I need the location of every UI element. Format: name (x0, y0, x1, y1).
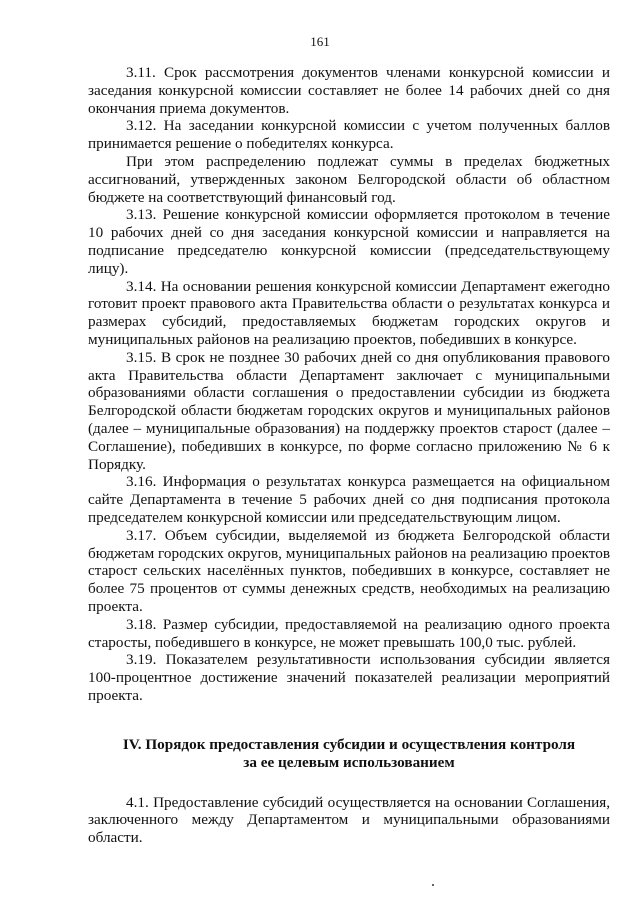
paragraph-3-16: 3.16. Информация о результатах конкурса размещается на официальном сайте Департамента в течение 5 рабочих дней со дня подписания протокола председателем конкурсной комиссии или председательствующим лицом. (88, 473, 610, 526)
paragraph-4-1: 4.1. Предоставление субсидий осуществляется на основании Соглашения, заключенного между Департаментом и муниципальными образованиями области. (88, 793, 610, 847)
paragraph-3-19: 3.19. Показателем результативности использования субсидии является 100-процентное достижение значений показателей реализации мероприятий проекта. (88, 651, 610, 704)
paragraph-3-11: 3.11. Срок рассмотрения документов членами конкурсной комиссии и заседания конкурсной комиссии составляет не более 14 рабочих дней со дня окончания приема документов. (88, 64, 610, 117)
paragraph-3-15: 3.15. В срок не позднее 30 рабочих дней со дня опубликования правового акта Правительства области Департамент заключает с муниципальными образованиями области соглашения о предоставлении субсидии из бюджета Белгородской области бюджетам городских округов и муниципальных районов (далее – муниципальные образования) на поддержку проектов старост (далее – Соглашение), победивших в конкурсе, по форме согласно приложению № 6 к Порядку. (88, 348, 610, 473)
paragraph-3-14: 3.14. На основании решения конкурсной комиссии Департамент ежегодно готовит проект правового акта Правительства области о результатах конкурса и размерах субсидий, предоставляемых бюджетам городских округов и муниципальных районов на реализацию проектов, победивших в конкурсе. (88, 277, 610, 348)
document-body (88, 64, 610, 847)
page-number: 161 (310, 34, 330, 49)
scan-speck (432, 884, 434, 886)
section-heading-line-2: за ее целевым использованием (243, 753, 455, 771)
section-heading-iv (88, 736, 610, 772)
section-heading-line-1: IV. Порядок предоставления субсидии и осуществления контроля (122, 735, 576, 753)
paragraph-3-12-note: При этом распределению подлежат суммы в пределах бюджетных ассигнований, утвержденных законом Белгородской области об областном бюджете на соответствующий финансовый год. (88, 152, 610, 206)
paragraph-3-12: 3.12. На заседании конкурсной комиссии с учетом полученных баллов принимается решение о победителях конкурса. (88, 117, 610, 153)
paragraph-3-13: 3.13. Решение конкурсной комиссии оформляется протоколом в течение 10 рабочих дней со дня заседания конкурсной комиссии и направляется на подписание председателю конкурсной комиссии (председательствующему лицу). (88, 206, 610, 277)
paragraph-3-17: 3.17. Объем субсидии, выделяемой из бюджета Белгородской области бюджетам городских округов, муниципальных районов на реализацию проектов старост сельских населённых пунктов, победивших в конкурсе, составляет не более 75 процентов от суммы денежных средств, необходимых на реализацию проекта. (88, 526, 610, 615)
paragraph-3-18: 3.18. Размер субсидии, предоставляемой на реализацию одного проекта старосты, победившего в конкурсе, не может превышать 100,0 тыс. рублей. (88, 615, 610, 651)
